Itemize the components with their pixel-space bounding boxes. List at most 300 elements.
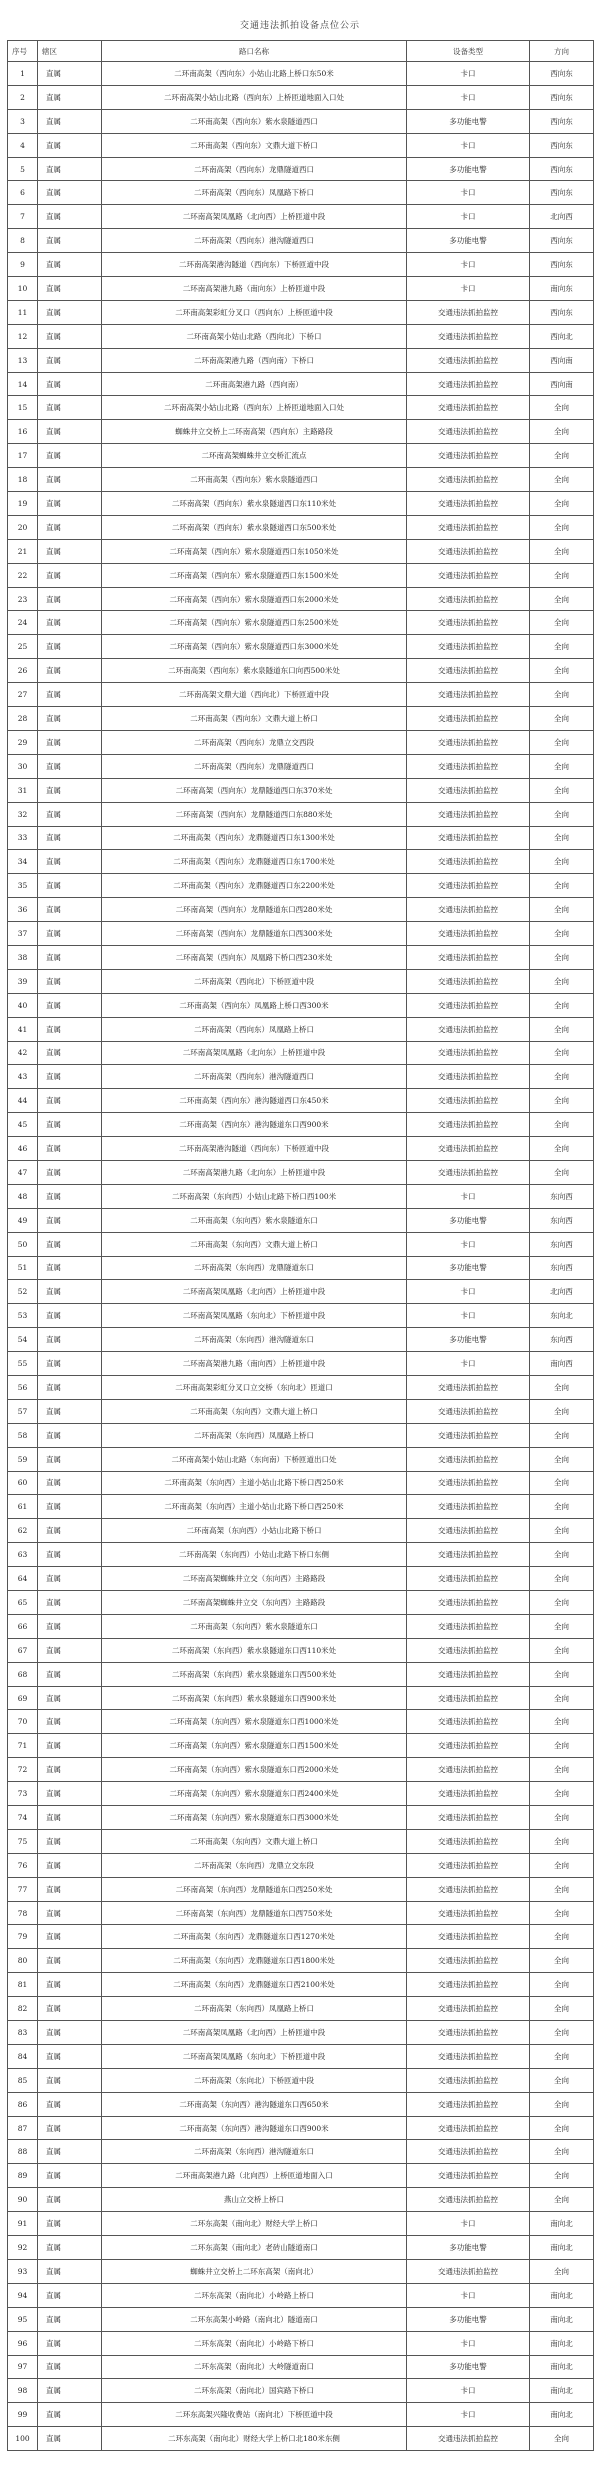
table-row [8,2283,594,2307]
row-district: 直属 [38,1949,102,1973]
row-device-type: 交通违法抓拍监控 [407,1901,530,1925]
row-index: 25 [8,635,38,659]
row-district: 直属 [38,778,102,802]
row-location: 二环南高架（西向东）紫水泉隧道西口 [102,109,407,133]
row-index: 48 [8,1184,38,1208]
row-location: 二环南高架凤凰路（北向东）上桥匝道中段 [102,1041,407,1065]
row-district: 直属 [38,2403,102,2427]
row-index: 55 [8,1352,38,1376]
row-location: 二环南高架（东向西）小姑山北路下桥口东侧 [102,1543,407,1567]
table-row [8,1543,594,1567]
row-district: 直属 [38,659,102,683]
row-index: 11 [8,300,38,324]
row-district: 直属 [38,1089,102,1113]
table-row [8,157,594,181]
row-direction: 西向东 [530,300,594,324]
row-index: 63 [8,1543,38,1567]
row-index: 81 [8,1973,38,1997]
row-direction: 全向 [530,707,594,731]
row-index: 40 [8,993,38,1017]
row-index: 62 [8,1519,38,1543]
row-device-type: 交通违法抓拍监控 [407,1829,530,1853]
row-direction: 全向 [530,1423,594,1447]
row-district: 直属 [38,253,102,277]
table-row [8,1519,594,1543]
row-district: 直属 [38,1065,102,1089]
row-index: 58 [8,1423,38,1447]
header-device-type: 设备类型 [407,41,530,62]
row-district: 直属 [38,1591,102,1615]
row-index: 17 [8,444,38,468]
row-district: 直属 [38,420,102,444]
row-index: 74 [8,1806,38,1830]
table-row [8,348,594,372]
row-district: 直属 [38,1567,102,1591]
row-index: 100 [8,2427,38,2451]
row-direction: 全向 [530,1495,594,1519]
row-device-type: 卡口 [407,2403,530,2427]
table-row [8,1710,594,1734]
row-district: 直属 [38,2188,102,2212]
row-district: 直属 [38,1017,102,1041]
row-device-type: 交通违法抓拍监控 [407,778,530,802]
row-device-type: 交通违法抓拍监控 [407,2092,530,2116]
table-row [8,2092,594,2116]
row-direction: 全向 [530,1113,594,1137]
row-location: 二环东高架（南向北）财经大学上桥口 [102,2212,407,2236]
row-index: 78 [8,1901,38,1925]
header-district: 辖区 [38,41,102,62]
row-index: 56 [8,1375,38,1399]
table-row [8,2188,594,2212]
row-index: 86 [8,2092,38,2116]
row-district: 直属 [38,2212,102,2236]
row-device-type: 卡口 [407,205,530,229]
row-district: 直属 [38,707,102,731]
table-row [8,1614,594,1638]
table-row [8,1471,594,1495]
row-district: 直属 [38,1375,102,1399]
row-device-type: 交通违法抓拍监控 [407,2259,530,2283]
row-device-type: 交通违法抓拍监控 [407,1997,530,2021]
row-location: 二环南高架（东向西）主道小姑山北路下桥口西250米 [102,1471,407,1495]
row-location: 二环南高架（东向西）龙鼎隧道东口西2100米处 [102,1973,407,1997]
row-device-type: 卡口 [407,2379,530,2403]
row-direction: 全向 [530,1758,594,1782]
row-location: 二环南高架港九路（北向西）上桥匝道地面入口 [102,2164,407,2188]
table-row [8,2307,594,2331]
row-index: 64 [8,1567,38,1591]
row-device-type: 交通违法抓拍监控 [407,1806,530,1830]
row-direction: 南向北 [530,2236,594,2260]
row-index: 69 [8,1686,38,1710]
row-device-type: 交通违法抓拍监控 [407,707,530,731]
row-location: 二环南高架（东向西）文鼎大道上桥口 [102,1399,407,1423]
row-direction: 全向 [530,1567,594,1591]
row-district: 直属 [38,1710,102,1734]
row-district: 直属 [38,444,102,468]
row-device-type: 交通违法抓拍监控 [407,2164,530,2188]
row-direction: 全向 [530,802,594,826]
row-device-type: 卡口 [407,1232,530,1256]
table-row [8,229,594,253]
row-direction: 西向东 [530,62,594,86]
row-district: 直属 [38,850,102,874]
row-location: 二环南高架（西向东）紫水泉隧道西口东3000米处 [102,635,407,659]
row-direction: 西向东 [530,181,594,205]
row-location: 二环南高架（西向东）港沟隧道西口 [102,1065,407,1089]
row-device-type: 交通违法抓拍监控 [407,492,530,516]
row-district: 直属 [38,2092,102,2116]
row-device-type: 卡口 [407,62,530,86]
header-location: 路口名称 [102,41,407,62]
row-location: 二环南高架彩虹分叉口（西向东）上桥匝道中段 [102,300,407,324]
row-device-type: 交通违法抓拍监控 [407,635,530,659]
row-direction: 全向 [530,1447,594,1471]
row-location: 二环南高架（东向西）港沟隧道东口西650米 [102,2092,407,2116]
row-direction: 西向东 [530,133,594,157]
row-direction: 全向 [530,396,594,420]
row-direction: 全向 [530,1806,594,1830]
row-index: 44 [8,1089,38,1113]
row-index: 71 [8,1734,38,1758]
row-direction: 全向 [530,659,594,683]
table-row [8,372,594,396]
row-location: 二环南高架（西向东）紫水泉隧道西口东110米处 [102,492,407,516]
row-district: 直属 [38,324,102,348]
row-location: 二环东高架（南向北）小岭路下桥口 [102,2331,407,2355]
row-location: 二环南高架（东向西）港沟隧道东口西900米 [102,2116,407,2140]
row-location: 二环南高架（西向北）下桥匝道中段 [102,969,407,993]
table-row [8,1041,594,1065]
row-direction: 全向 [530,515,594,539]
row-device-type: 交通违法抓拍监控 [407,1925,530,1949]
table-row [8,1328,594,1352]
row-direction: 全向 [530,993,594,1017]
row-district: 直属 [38,635,102,659]
row-district: 直属 [38,1447,102,1471]
row-direction: 全向 [530,2427,594,2451]
table-row [8,1997,594,2021]
row-index: 27 [8,683,38,707]
row-device-type: 交通违法抓拍监控 [407,1853,530,1877]
row-district: 直属 [38,730,102,754]
table-row [8,2116,594,2140]
row-direction: 全向 [530,2188,594,2212]
row-location: 二环南高架（东向西）龙鼎隧道东口西250米处 [102,1877,407,1901]
row-index: 68 [8,1662,38,1686]
row-district: 直属 [38,229,102,253]
row-index: 42 [8,1041,38,1065]
row-index: 52 [8,1280,38,1304]
row-district: 直属 [38,1208,102,1232]
table-row [8,563,594,587]
table-row [8,874,594,898]
row-index: 97 [8,2355,38,2379]
row-district: 直属 [38,1877,102,1901]
row-direction: 全向 [530,1710,594,1734]
table-row [8,468,594,492]
table-row [8,492,594,516]
row-direction: 全向 [530,1591,594,1615]
row-device-type: 交通违法抓拍监控 [407,874,530,898]
table-row [8,444,594,468]
row-district: 直属 [38,1997,102,2021]
row-direction: 南向北 [530,2331,594,2355]
table-row [8,850,594,874]
table-row [8,396,594,420]
row-location: 二环南高架港九路（南向西）上桥匝道中段 [102,1352,407,1376]
row-district: 直属 [38,993,102,1017]
row-device-type: 交通违法抓拍监控 [407,515,530,539]
row-location: 二环南高架（东向西）文鼎大道上桥口 [102,1829,407,1853]
row-location: 二环南高架（西向东）龙鼎隧道西口 [102,157,407,181]
row-location: 二环南高架（西向东）紫水泉隧道西口东2000米处 [102,587,407,611]
row-device-type: 交通违法抓拍监控 [407,898,530,922]
table-row [8,1806,594,1830]
row-direction: 全向 [530,539,594,563]
row-device-type: 卡口 [407,2331,530,2355]
row-index: 72 [8,1758,38,1782]
row-district: 直属 [38,1662,102,1686]
row-direction: 全向 [530,778,594,802]
row-district: 直属 [38,133,102,157]
row-direction: 全向 [530,1543,594,1567]
row-district: 直属 [38,62,102,86]
row-index: 57 [8,1399,38,1423]
table-row [8,1352,594,1376]
row-index: 13 [8,348,38,372]
table-row [8,635,594,659]
row-device-type: 交通违法抓拍监控 [407,1447,530,1471]
row-device-type: 卡口 [407,1304,530,1328]
row-device-type: 交通违法抓拍监控 [407,1686,530,1710]
row-direction: 全向 [530,969,594,993]
row-district: 直属 [38,1758,102,1782]
row-district: 直属 [38,1423,102,1447]
row-device-type: 交通违法抓拍监控 [407,1949,530,1973]
row-device-type: 交通违法抓拍监控 [407,1160,530,1184]
row-location: 二环南高架港沟隧道（西向东）下桥匝道中段 [102,1137,407,1161]
row-index: 14 [8,372,38,396]
row-index: 5 [8,157,38,181]
row-district: 直属 [38,2379,102,2403]
row-district: 直属 [38,2068,102,2092]
row-index: 31 [8,778,38,802]
row-device-type: 多功能电警 [407,157,530,181]
row-device-type: 交通违法抓拍监控 [407,1638,530,1662]
row-index: 16 [8,420,38,444]
row-device-type: 交通违法抓拍监控 [407,1567,530,1591]
row-index: 66 [8,1614,38,1638]
table-row [8,993,594,1017]
row-device-type: 交通违法抓拍监控 [407,1877,530,1901]
table-row [8,1901,594,1925]
row-index: 61 [8,1495,38,1519]
row-direction: 全向 [530,444,594,468]
row-device-type: 交通违法抓拍监控 [407,2044,530,2068]
row-district: 直属 [38,1686,102,1710]
table-row [8,2068,594,2092]
row-location: 二环南高架（西向东）凤凰路下桥口 [102,181,407,205]
row-direction: 全向 [530,611,594,635]
row-direction: 全向 [530,563,594,587]
row-index: 41 [8,1017,38,1041]
row-location: 二环南高架（东向西）紫水泉隧道东口西1500米处 [102,1734,407,1758]
row-location: 二环南高架（东向西）紫水泉隧道东口 [102,1614,407,1638]
row-index: 28 [8,707,38,731]
row-location: 二环南高架（西向东）港沟隧道西口东450米 [102,1089,407,1113]
row-location: 二环南高架凤凰路（北向西）上桥匝道中段 [102,1280,407,1304]
row-device-type: 交通违法抓拍监控 [407,611,530,635]
row-district: 直属 [38,300,102,324]
row-location: 二环东高架（南向北）国宾路下桥口 [102,2379,407,2403]
row-index: 21 [8,539,38,563]
row-district: 直属 [38,277,102,301]
row-index: 10 [8,277,38,301]
header-index: 序号 [8,41,38,62]
table-row [8,611,594,635]
table-row [8,539,594,563]
row-district: 直属 [38,1256,102,1280]
table-row [8,85,594,109]
row-direction: 全向 [530,1160,594,1184]
row-direction: 东向北 [530,1304,594,1328]
row-index: 51 [8,1256,38,1280]
row-direction: 全向 [530,1089,594,1113]
row-device-type: 交通违法抓拍监控 [407,348,530,372]
row-district: 直属 [38,1304,102,1328]
table-row [8,181,594,205]
row-location: 二环南高架凤凰路（北向西）上桥匝道中段 [102,205,407,229]
row-location: 二环南高架（西向东）凤凰路上桥口西300米 [102,993,407,1017]
row-index: 85 [8,2068,38,2092]
row-district: 直属 [38,1280,102,1304]
row-location: 二环南高架凤凰路（东向北）下桥匝道中段 [102,2044,407,2068]
row-district: 直属 [38,1495,102,1519]
row-location: 二环南高架（东向西）龙鼎隧道东口西1270米处 [102,1925,407,1949]
row-location: 二环东高架（南向北）老砖山隧道南口 [102,2236,407,2260]
table-row [8,324,594,348]
row-device-type: 交通违法抓拍监控 [407,1375,530,1399]
row-direction: 东向西 [530,1208,594,1232]
row-direction: 北向西 [530,1280,594,1304]
row-index: 33 [8,826,38,850]
row-direction: 南向北 [530,2307,594,2331]
row-direction: 西向东 [530,157,594,181]
table-row [8,1017,594,1041]
row-location: 二环南高架（东向西）龙鼎隧道东口 [102,1256,407,1280]
row-index: 79 [8,1925,38,1949]
table-row [8,2331,594,2355]
row-index: 32 [8,802,38,826]
row-device-type: 交通违法抓拍监控 [407,1113,530,1137]
row-direction: 南向北 [530,2355,594,2379]
row-index: 6 [8,181,38,205]
row-index: 38 [8,945,38,969]
row-device-type: 交通违法抓拍监控 [407,2021,530,2045]
row-index: 67 [8,1638,38,1662]
row-device-type: 交通违法抓拍监控 [407,444,530,468]
row-index: 2 [8,85,38,109]
row-district: 直属 [38,1328,102,1352]
row-location: 二环南高架港沟隧道（西向东）下桥匝道中段 [102,253,407,277]
row-direction: 东向西 [530,1232,594,1256]
row-district: 直属 [38,1734,102,1758]
row-index: 99 [8,2403,38,2427]
table-row [8,1686,594,1710]
table-row [8,1208,594,1232]
row-direction: 南向北 [530,2283,594,2307]
row-direction: 全向 [530,1782,594,1806]
row-device-type: 卡口 [407,277,530,301]
row-direction: 全向 [530,1614,594,1638]
row-location: 二环南高架彩虹分叉口立交桥（东向北）匝道口 [102,1375,407,1399]
row-district: 直属 [38,563,102,587]
row-district: 直属 [38,1137,102,1161]
row-index: 90 [8,2188,38,2212]
row-direction: 西向东 [530,253,594,277]
row-location: 二环南高架（东向西）凤凰路上桥口 [102,1423,407,1447]
row-location: 二环南高架（西向东）龙鼎隧道西口东880米处 [102,802,407,826]
row-district: 直属 [38,2283,102,2307]
row-direction: 全向 [530,468,594,492]
table-row [8,1949,594,1973]
row-district: 直属 [38,1638,102,1662]
table-row [8,133,594,157]
row-direction: 全向 [530,1471,594,1495]
table-row [8,587,594,611]
row-index: 77 [8,1877,38,1901]
row-index: 4 [8,133,38,157]
row-device-type: 交通违法抓拍监控 [407,1758,530,1782]
row-device-type: 交通违法抓拍监控 [407,1782,530,1806]
row-device-type: 交通违法抓拍监控 [407,396,530,420]
row-district: 直属 [38,826,102,850]
row-direction: 全向 [530,1734,594,1758]
row-index: 70 [8,1710,38,1734]
row-index: 23 [8,587,38,611]
row-device-type: 多功能电警 [407,1256,530,1280]
row-device-type: 多功能电警 [407,109,530,133]
row-district: 直属 [38,969,102,993]
row-index: 65 [8,1591,38,1615]
row-index: 75 [8,1829,38,1853]
row-device-type: 卡口 [407,2283,530,2307]
row-district: 直属 [38,2427,102,2451]
row-index: 30 [8,754,38,778]
row-direction: 全向 [530,922,594,946]
row-district: 直属 [38,468,102,492]
row-location: 二环南高架（西向东）紫水泉隧道西口 [102,468,407,492]
row-direction: 全向 [530,2140,594,2164]
table-row [8,2021,594,2045]
row-index: 22 [8,563,38,587]
row-direction: 全向 [530,1901,594,1925]
table-row [8,2236,594,2260]
table-header-row [8,41,594,62]
row-location: 二环南高架（西向东）凤凰路上桥口 [102,1017,407,1041]
row-index: 29 [8,730,38,754]
table-row [8,1089,594,1113]
table-row [8,1734,594,1758]
row-direction: 东向西 [530,1184,594,1208]
row-district: 直属 [38,2331,102,2355]
row-location: 二环南高架港九路（北向东）上桥匝道中段 [102,1160,407,1184]
row-district: 直属 [38,1925,102,1949]
row-location: 二环东高架兴隆收费站（南向北）下桥匝道中段 [102,2403,407,2427]
row-index: 80 [8,1949,38,1973]
